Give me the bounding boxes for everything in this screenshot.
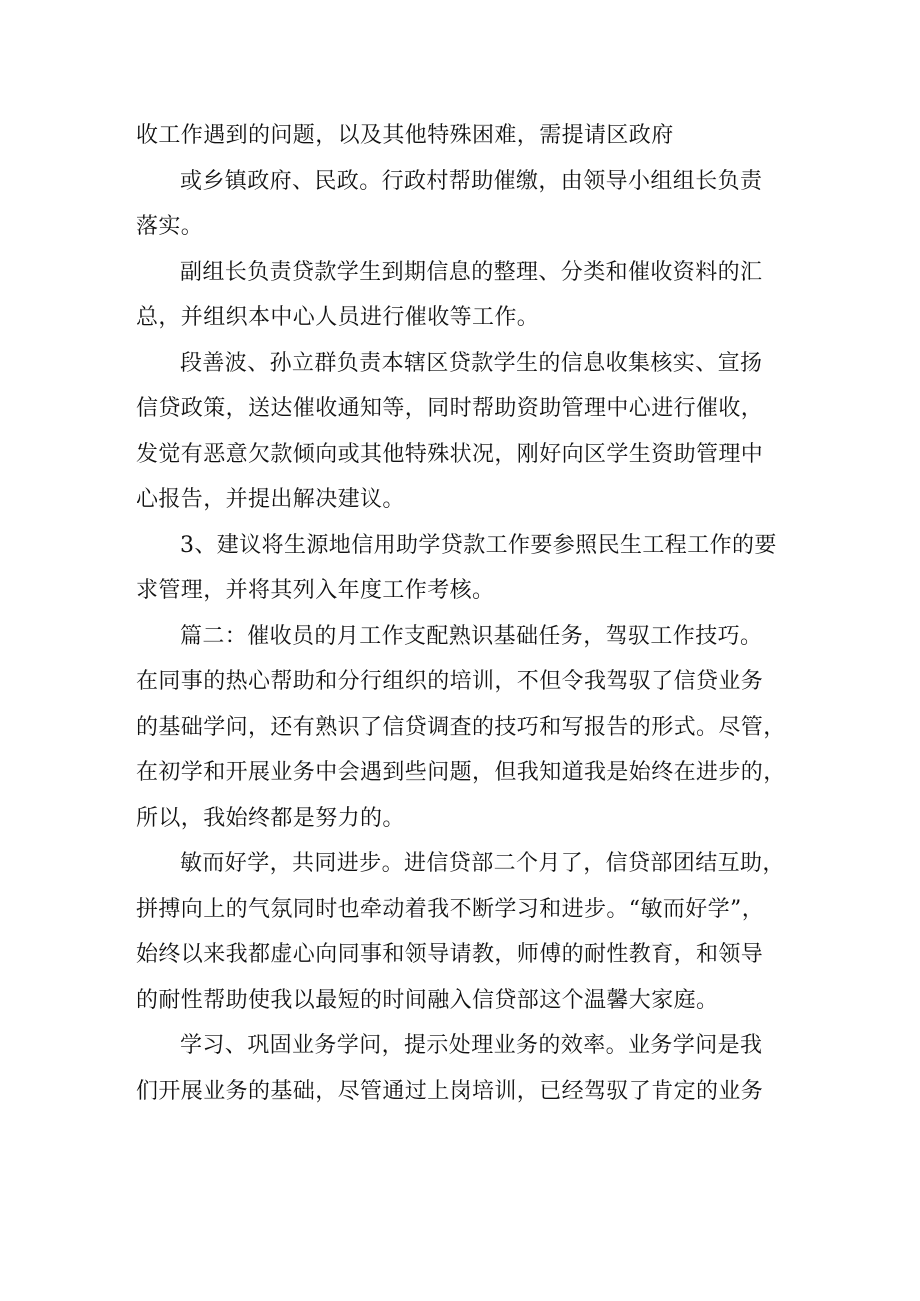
text-line: 的基础学问，还有熟识了信贷调査的技巧和写报告的形式。尽管， <box>136 714 786 740</box>
text-line: 们开展业务的基础，尽管通过上岗培训，已经驾驭了肯定的业务 <box>136 1078 764 1104</box>
text-line: 3、建议将生源地信用助学贷款工作要参照民生工程工作的要 <box>180 532 777 558</box>
text-line: 总，并组织本中心人员进行催收等工作。 <box>136 305 540 330</box>
text-line: 在初学和开展业务中会遇到些问题，但我知道我是始终在进步的， <box>136 760 786 785</box>
text-line: 或乡镇政府、民政。行政村帮助催缴，由领导小组组长负责 <box>180 168 763 194</box>
text-line: 心报告，并提出解决建议。 <box>136 487 405 512</box>
text-line: 落实。 <box>136 214 204 239</box>
text-line: 段善波、孙立群负责本辖区贷款学生的信息收集核实、宣扬 <box>180 350 763 376</box>
text-line: 所以，我始终都是努力的。 <box>136 805 405 831</box>
text-line: 信贷政策，送达催收通知等，同时帮助资助管理中心进行催收， <box>136 396 764 421</box>
document-body <box>136 113 796 1114</box>
text-line: 发觉有恶意欠款倾向或其他特殊状况，刚好向区学生资助管理中 <box>136 441 764 467</box>
text-line: 学习、巩固业务学问，提示处理业务的效率。业务学问是我 <box>180 1033 763 1058</box>
text-line: 在同事的热心帮助和分行组织的培训，不但令我驾驭了信贷业务 <box>136 669 764 694</box>
text-line: 副组长负责贷款学生到期信息的整理、分类和催收资料的汇 <box>180 259 763 285</box>
text-line: 求管理，并将其列入年度工作考核。 <box>136 578 495 603</box>
text-line: 篇二：催收员的月工作支配熟识基础任务，驾驭工作技巧。 <box>180 623 763 649</box>
text-line: 的耐性帮助使我以最短的时间融入信贷部这个温馨大家庭。 <box>136 987 719 1013</box>
text-line: 敏而好学，共同进步。进信贷部二个月了，信贷部团结互助， <box>180 851 785 876</box>
text-line: 拼搏向上的气氛同时也牵动着我不断学习和进步。“敏而好学”， <box>136 896 765 922</box>
text-line: 始终以来我都虚心向同事和领导请教，师傅的耐性教育，和领导 <box>136 942 764 967</box>
text-line: 收工作遇到的问题，以及其他特殊困难，需提请区政府 <box>136 123 674 148</box>
